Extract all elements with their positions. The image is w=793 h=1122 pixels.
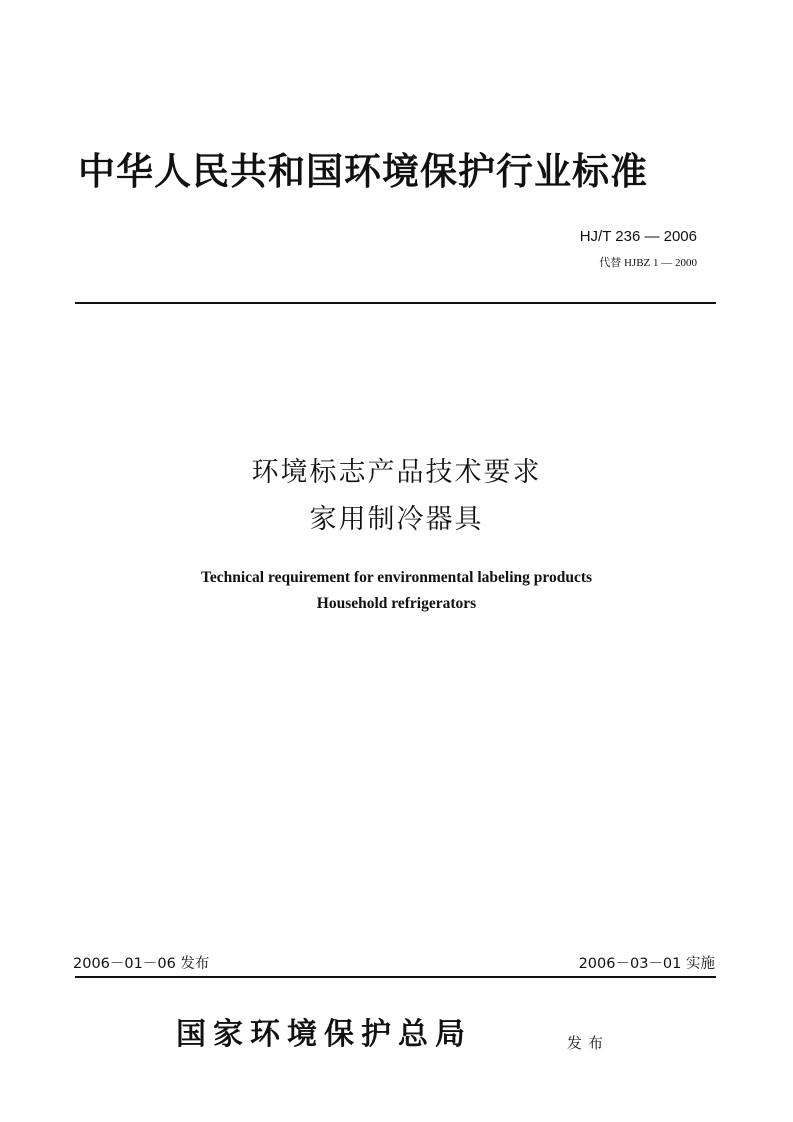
top-divider [75, 302, 716, 304]
bottom-divider [75, 976, 716, 978]
standard-number: HJ/T 236 — 2006 [579, 228, 697, 245]
english-title-line-1: Technical requirement for environmental labeling products [200, 569, 593, 586]
issuance-label: 发布 [567, 1034, 610, 1052]
chinese-title-line-2: 家用制冷器具 [309, 504, 484, 535]
issue-date: 2006－01－06 发布 [73, 956, 210, 972]
english-title-line-2: Household refrigerators [316, 595, 477, 612]
standard-category-title: 中华人民共和国环境保护行业标准 [78, 149, 648, 193]
effective-date: 2006－03－01 实施 [578, 956, 715, 972]
replaced-standard: 代替 HJBZ 1 — 2000 [599, 257, 697, 269]
issuing-authority: 国家环境保护总局 [176, 1017, 472, 1052]
chinese-title-line-1: 环境标志产品技术要求 [251, 457, 542, 488]
